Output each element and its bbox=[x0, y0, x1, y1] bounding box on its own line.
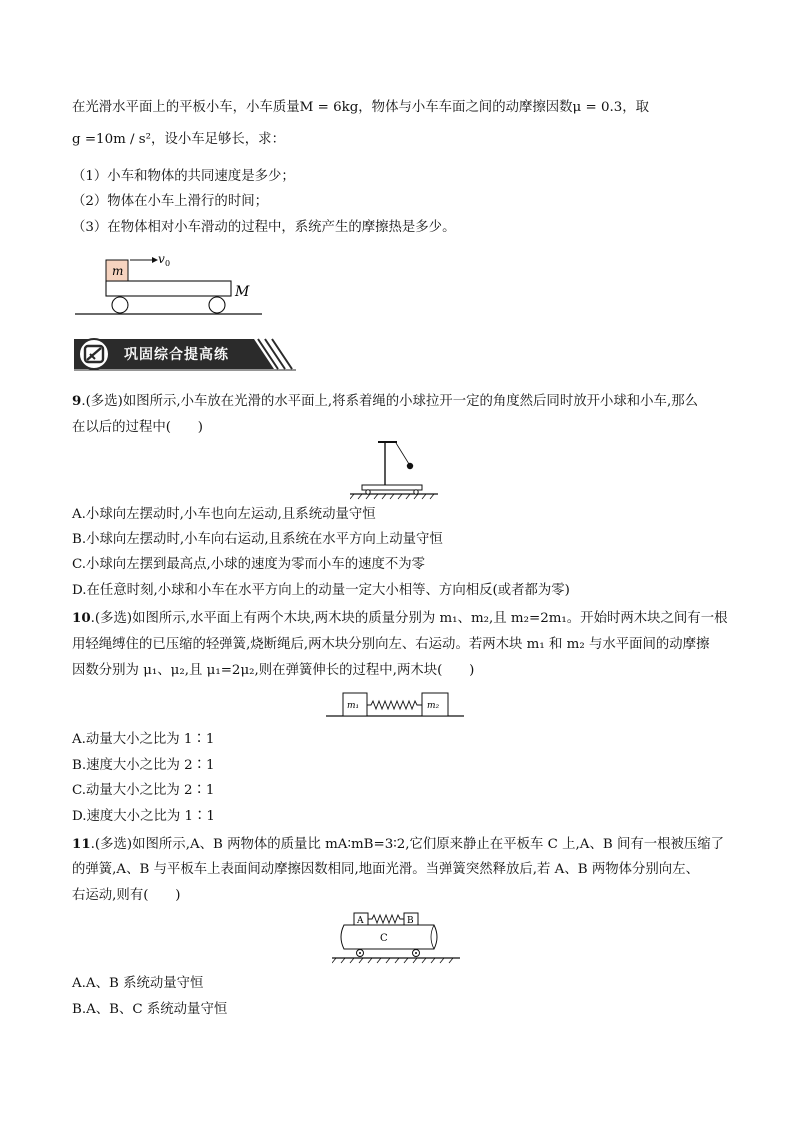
q9-text-1: .(多选)如图所示,小车放在光滑的水平面上,将系着绳的小球拉开一定的角度然后同时放开小球和小车,那么 bbox=[81, 394, 698, 409]
q11-number: 11 bbox=[72, 836, 91, 852]
section-banner bbox=[74, 337, 296, 371]
q11-option-b: B.A、B、C 系统动量守恒 bbox=[72, 1002, 228, 1017]
intro-line-2: g =10m / s²，设小车足够长，求： bbox=[72, 132, 285, 147]
q9-number: 9 bbox=[72, 393, 82, 409]
velocity-subscript: 0 bbox=[165, 259, 171, 268]
q10-option-a: A.动量大小之比为 1∶1 bbox=[72, 732, 215, 747]
q11-line-1 bbox=[72, 835, 724, 854]
q11-text-1: .(多选)如图所示,A、B 两物体的质量比 mA∶mB=3∶2,它们原来静止在平板车 C 上,A、B 间有一根被压缩了 bbox=[90, 837, 725, 852]
q10-option-d: D.速度大小之比为 1∶1 bbox=[72, 809, 215, 824]
q9-line-2: 在以后的过程中( ) bbox=[72, 420, 203, 435]
cart-c-label: C bbox=[380, 933, 388, 944]
q10-line-3: 因数分别为 μ₁、μ₂,且 μ₁=2μ₂,则在弹簧伸长的过程中,两木块( ) bbox=[72, 663, 475, 678]
q9-option-b: B.小球向左摆动时,小车向右运动,且系统在水平方向上动量守恒 bbox=[72, 532, 443, 547]
intro-line-1: 在光滑水平面上的平板小车，小车质量M = 6kg，物体与小车车面之间的动摩擦因数μ = 0.3，取 bbox=[72, 100, 650, 115]
block-m2-label: m₂ bbox=[427, 701, 440, 711]
block-mass-label: m bbox=[112, 264, 124, 278]
intro-question-3: （3）在物体相对小车滑动的过程中，系统产生的摩擦热是多少。 bbox=[72, 220, 456, 235]
velocity-label: v bbox=[158, 252, 165, 266]
q9-option-c: C.小球向左摆到最高点,小球的速度为零而小车的速度不为零 bbox=[72, 557, 426, 572]
intro-question-2: （2）物体在小车上滑行的时间； bbox=[72, 194, 268, 209]
q10-line-2: 用轻绳缚住的已压缩的轻弹簧,烧断绳后,两木块分别向左、右运动。若两木块 m₁ 和 m₂ 与水平面间的动摩擦 bbox=[72, 637, 710, 652]
spring-blocks-figure bbox=[326, 686, 466, 720]
q10-number: 10 bbox=[72, 610, 91, 626]
pendulum-cart-figure bbox=[350, 438, 440, 502]
cart-block-figure bbox=[72, 250, 272, 320]
q11-option-a: A.A、B 系统动量守恒 bbox=[72, 976, 204, 991]
block-a-label: A bbox=[357, 916, 364, 926]
q9-option-d: D.在任意时刻,小球和小车在水平方向上的动量一定大小相等、方向相反(或者都为零) bbox=[72, 583, 570, 598]
intro-question-1: （1）小车和物体的共同速度是多少； bbox=[72, 169, 295, 184]
q10-line-1 bbox=[72, 609, 727, 628]
q11-line-3: 右运动,则有( ) bbox=[72, 888, 181, 903]
banner-title: 巩固综合提高练 bbox=[124, 347, 229, 363]
platform-cart-figure bbox=[332, 908, 462, 966]
block-b-label: B bbox=[407, 916, 414, 926]
cart-mass-label: M bbox=[235, 284, 250, 300]
q11-line-2: 的弹簧,A、B 与平板车上表面间动摩擦因数相同,地面光滑。当弹簧突然释放后,若 A、B 两物体分别向左、 bbox=[72, 862, 699, 877]
q10-option-c: C.动量大小之比为 2∶1 bbox=[72, 783, 215, 798]
q10-text-1: .(多选)如图所示,水平面上有两个木块,两木块的质量分别为 m₁、m₂,且 m₂=2m₁。开始时两木块之间有一根 bbox=[90, 611, 728, 626]
q10-option-b: B.速度大小之比为 2∶1 bbox=[72, 758, 215, 773]
q9-option-a: A.小球向左摆动时,小车也向左运动,且系统动量守恒 bbox=[72, 507, 376, 522]
block-m1-label: m₁ bbox=[347, 701, 360, 711]
q9-line-1 bbox=[72, 392, 698, 411]
